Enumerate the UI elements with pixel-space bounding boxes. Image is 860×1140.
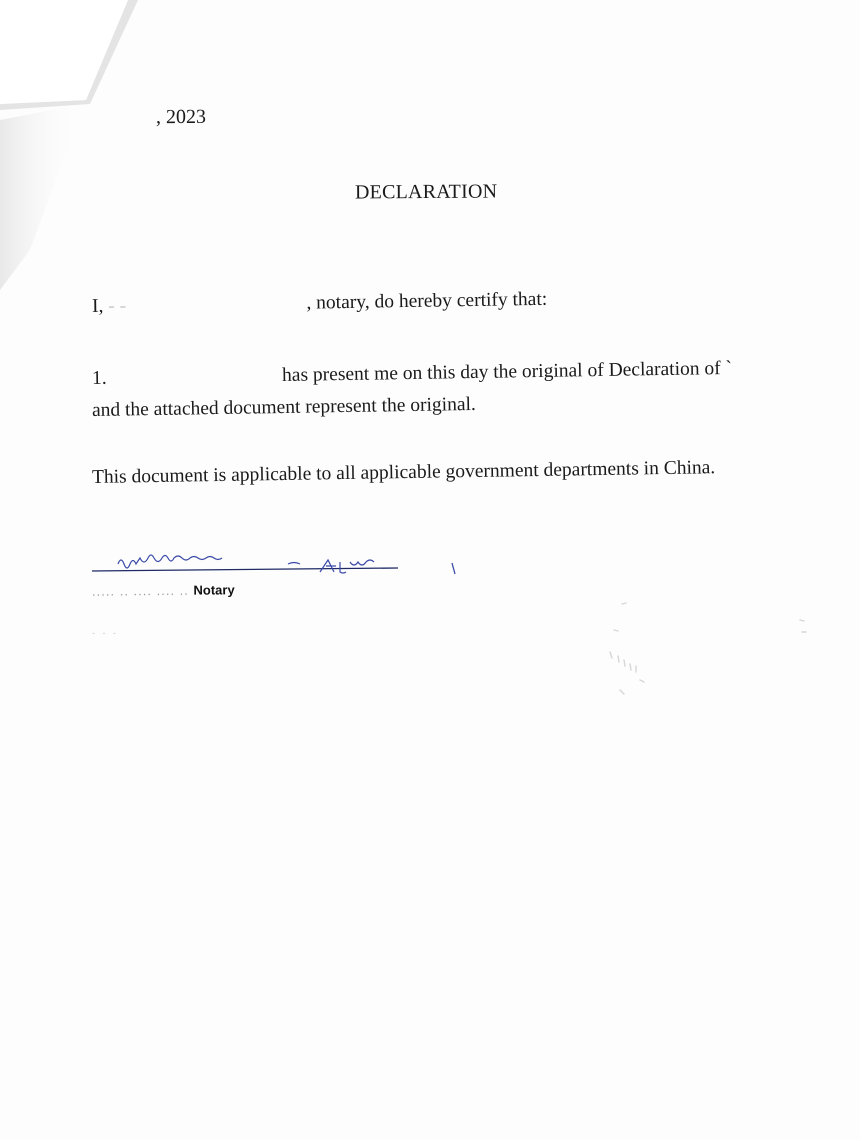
redacted-notary-name: ..... .. .... .... .. [91, 582, 194, 599]
item-1-text: has present me on this day the original of Declaration of [281, 358, 721, 387]
notary-role: Notary [193, 582, 235, 598]
faint-stamp-trace [600, 590, 820, 730]
redacted-party-gap [106, 365, 282, 390]
item-1-number: 1. [91, 367, 107, 389]
date-line: , 2023 [155, 105, 207, 129]
redacted-name-gap [131, 293, 307, 318]
notary-name-label [92, 582, 235, 598]
trailing-mark: ` [720, 357, 733, 380]
document-title: DECLARATION [354, 180, 498, 204]
redacted-name-mark: - - [103, 295, 132, 317]
item-1-line [92, 358, 732, 390]
certification-intro [92, 289, 548, 318]
applicability-statement: This document is applicable to all applicable government departments in China. [91, 457, 716, 488]
intro-suffix: , notary, do hereby certify that: [306, 288, 548, 314]
intro-prefix: I, [91, 295, 104, 317]
faint-mark: - - - [92, 628, 116, 638]
item-1-continuation: and the attached document represent the original. [91, 393, 477, 421]
